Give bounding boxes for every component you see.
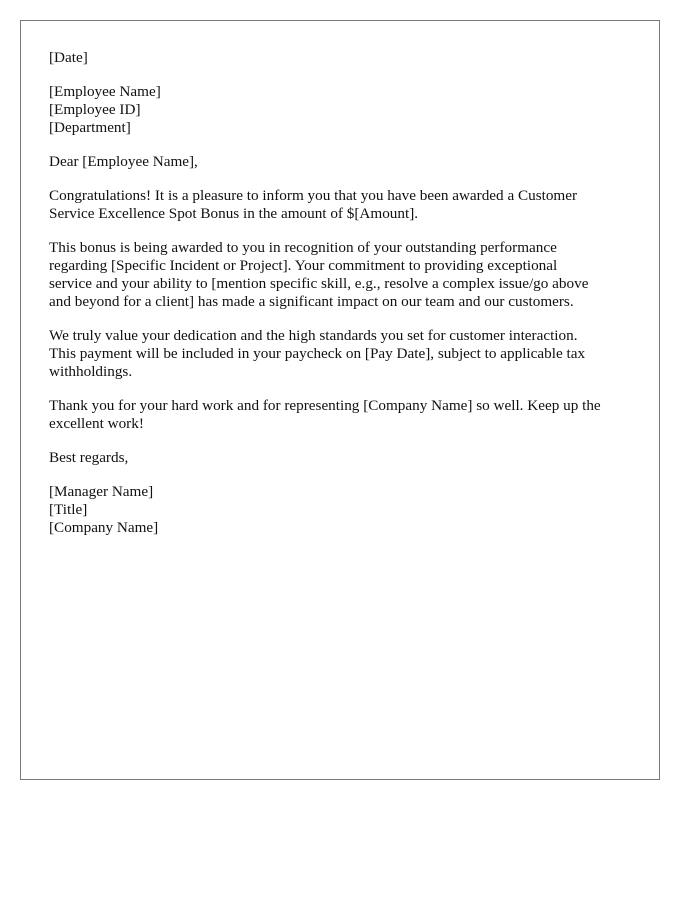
salutation: Dear [Employee Name], (49, 153, 198, 170)
paragraph-thanks (49, 397, 639, 433)
letter-body (49, 49, 639, 553)
recipient-block (49, 83, 639, 137)
paragraph-line: This bonus is being awarded to you in recognition of your outstanding performance (49, 239, 557, 256)
paragraph-line: This payment will be included in your paycheck on [Pay Date], subject to applicable tax (49, 345, 586, 362)
paragraph-line: service and your ability to [mention specific skill, e.g., resolve a complex issue/go above (49, 275, 589, 292)
letter-page (20, 20, 660, 780)
paragraph-line: regarding [Specific Incident or Project]. Your commitment to providing exceptional (49, 257, 558, 274)
signature-company: [Company Name] (49, 519, 159, 536)
signature-manager-name: [Manager Name] (49, 483, 154, 500)
recipient-department: [Department] (49, 119, 131, 136)
paragraph-line: withholdings. (49, 363, 133, 380)
date-block (49, 49, 639, 67)
paragraph-line: Congratulations! It is a pleasure to inform you that you have been awarded a Customer (49, 187, 578, 204)
signature-block (49, 483, 639, 537)
closing: Best regards, (49, 449, 129, 466)
paragraph-recognition (49, 239, 639, 311)
signature-title: [Title] (49, 501, 88, 518)
recipient-id: [Employee ID] (49, 101, 141, 118)
recipient-name: [Employee Name] (49, 83, 161, 100)
salutation-block (49, 153, 639, 171)
letter-date: [Date] (49, 49, 88, 66)
paragraph-line: excellent work! (49, 415, 144, 432)
paragraph-line: Thank you for your hard work and for representing [Company Name] so well. Keep up the (49, 397, 601, 414)
paragraph-line: We truly value your dedication and the high standards you set for customer interaction. (49, 327, 578, 344)
paragraph-payment (49, 327, 639, 381)
paragraph-line: and beyond for a client] has made a significant impact on our team and our customers. (49, 293, 574, 310)
paragraph-line: Service Excellence Spot Bonus in the amount of $[Amount]. (49, 205, 419, 222)
closing-block (49, 449, 639, 467)
paragraph-congratulations (49, 187, 639, 223)
